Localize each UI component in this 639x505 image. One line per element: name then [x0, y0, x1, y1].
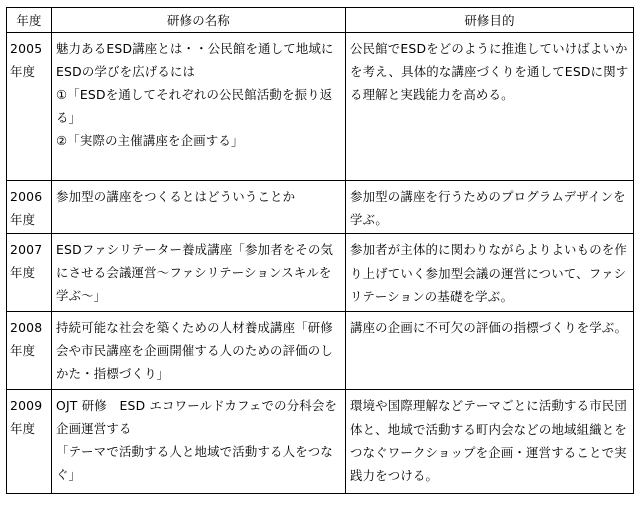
year-value: 2008	[10, 320, 43, 336]
training-name-line: 魅力あるESD講座とは・・公民館を通して地域にESDの学びを広げるには	[56, 41, 334, 79]
year-cell	[7, 390, 52, 494]
training-name-cell	[52, 181, 346, 234]
training-name-cell	[52, 312, 346, 390]
year-value: 2005	[10, 41, 43, 56]
table-row	[7, 390, 634, 494]
training-name-cell	[52, 33, 346, 181]
training-purpose-cell: 講座の企画に不可欠の評価の指標づくりを学ぶ。	[346, 312, 634, 390]
training-purpose-cell: 参加者が主体的に関わりながらよりよいものを作り上げていく参加型会議の運営について、ファシリテーションの基礎を学ぶ。	[346, 234, 634, 312]
training-name-cell	[52, 234, 346, 312]
header-training-name: 研修の名称	[52, 8, 346, 33]
header-training-purpose: 研修目的	[346, 8, 634, 33]
year-suffix: 年度	[10, 343, 36, 359]
training-table	[6, 7, 634, 494]
table-row	[7, 312, 634, 390]
table-row	[7, 234, 634, 312]
training-name-line: 「テーマで活動する人と地域で活動する人をつなぐ」	[56, 444, 333, 483]
year-cell	[7, 312, 52, 390]
training-name-line: 持続可能な社会を築くための人材養成講座「研修会や市民講座を企画開催する人のための評価のしかた・指標づくり」	[56, 320, 333, 382]
training-purpose-cell: 参加型の講座を行うためのプログラムデザインを学ぶ。	[346, 181, 634, 234]
training-name-line: ①「ESDを通してそれぞれの公民館活動を振り返る」	[56, 87, 333, 125]
year-suffix: 年度	[10, 64, 36, 79]
year-cell	[7, 234, 52, 312]
table-row	[7, 33, 634, 181]
year-suffix: 年度	[10, 212, 36, 227]
year-value: 2007	[10, 242, 43, 258]
table-row	[7, 181, 634, 234]
training-purpose-cell: 公民館でESDをどのように推進していけばよいかを考え、具体的な講座づくりを通してESDに関する理解と実践能力を高める。	[346, 33, 634, 181]
year-cell	[7, 33, 52, 181]
header-year: 年度	[7, 8, 52, 33]
year-cell	[7, 181, 52, 234]
training-name-line: OJT 研修 ESD エコワールドカフェでの分科会を企画運営する	[56, 398, 338, 437]
header-row	[7, 8, 634, 33]
training-name-line: ESDファシリテーター養成講座「参加者をその気にさせる会議運営～ファシリテーションスキルを学ぶ～」	[56, 242, 334, 304]
year-value: 2009	[10, 398, 43, 414]
year-suffix: 年度	[10, 265, 36, 281]
year-value: 2006	[10, 189, 43, 204]
training-name-line: 参加型の講座をつくるとはどういうことか	[56, 189, 296, 204]
year-suffix: 年度	[10, 421, 36, 437]
training-name-cell	[52, 390, 346, 494]
training-purpose-cell: 環境や国際理解などテーマごとに活動する市民団体と、地域で活動する町内会などの地域組織とをつなぐワークショップを企画・運営することで実践力をつける。	[346, 390, 634, 494]
training-name-line: ②「実際の主催講座を企画する」	[56, 133, 244, 148]
